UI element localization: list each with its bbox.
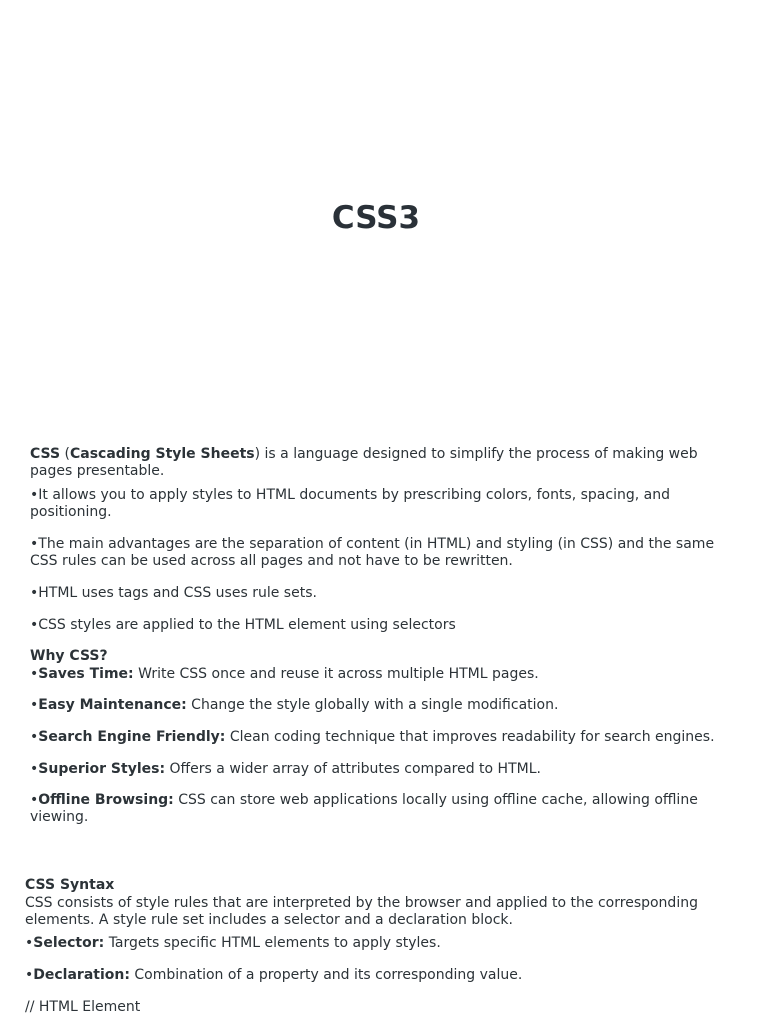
code-comment: // HTML Element bbox=[25, 999, 141, 1015]
syntax-description: CSS consists of style rules that are interpreted by the browser and applied to the corresponding elements. A style rule set includes a selector and a declaration block. bbox=[25, 895, 698, 928]
why-heading bbox=[30, 648, 740, 665]
why-item-text: Change the style globally with a single modification. bbox=[186, 697, 559, 713]
why-item-text: Write CSS once and reuse it across multiple HTML pages. bbox=[133, 666, 539, 682]
bullet-marker: • bbox=[30, 585, 39, 601]
intro-paragraph bbox=[30, 446, 740, 480]
bullet-item bbox=[30, 536, 740, 570]
why-item-label: Search Engine Friendly: bbox=[38, 729, 226, 745]
why-item bbox=[30, 761, 740, 778]
syntax-item bbox=[25, 967, 735, 984]
syntax-item-label: Selector: bbox=[33, 935, 105, 951]
bullet-text: The main advantages are the separation of content (in HTML) and styling (in CSS) and the same CSS rules can be used across all pages and not have to be rewritten. bbox=[30, 536, 715, 569]
why-item-label: Saves Time: bbox=[38, 666, 134, 682]
bullet-marker: • bbox=[30, 536, 39, 552]
intro-open-paren: ( bbox=[60, 446, 70, 462]
why-item bbox=[30, 697, 740, 714]
bullet-marker: • bbox=[30, 761, 39, 777]
bullet-marker: • bbox=[25, 935, 34, 951]
syntax-item-text: Targets specific HTML elements to apply styles. bbox=[104, 935, 441, 951]
intro-term: CSS bbox=[30, 446, 61, 462]
bullet-text: HTML uses tags and CSS uses rule sets. bbox=[38, 585, 317, 601]
why-item bbox=[30, 666, 740, 683]
bullet-marker: • bbox=[30, 792, 39, 808]
bullet-marker: • bbox=[25, 967, 34, 983]
bullet-marker: • bbox=[30, 697, 39, 713]
why-item-label: Easy Maintenance: bbox=[38, 697, 187, 713]
bullet-item bbox=[30, 585, 740, 602]
syntax-heading-text: CSS Syntax bbox=[25, 877, 115, 893]
bullet-marker: • bbox=[30, 666, 39, 682]
intro-rest: ) is a language designed to simplify the process of making web pages presentable. bbox=[30, 446, 698, 479]
bullet-text: It allows you to apply styles to HTML documents by prescribing colors, fonts, spacing, and positioning. bbox=[30, 487, 670, 520]
bullet-marker: • bbox=[30, 729, 39, 745]
syntax-heading bbox=[25, 877, 735, 894]
bullet-marker: • bbox=[30, 617, 39, 633]
why-heading-text: Why CSS? bbox=[30, 648, 108, 664]
bullet-item bbox=[30, 617, 740, 634]
bullet-text: CSS styles are applied to the HTML element using selectors bbox=[38, 617, 456, 633]
why-item-text: CSS can store web applications locally using offline cache, allowing offline viewing. bbox=[30, 792, 698, 825]
why-item-text: Clean coding technique that improves readability for search engines. bbox=[225, 729, 715, 745]
bullet-item bbox=[30, 487, 740, 521]
why-item bbox=[30, 792, 740, 826]
why-item bbox=[30, 729, 740, 746]
bullet-marker: • bbox=[30, 487, 39, 503]
intro-expansion: Cascading Style Sheets bbox=[70, 446, 255, 462]
syntax-item-label: Declaration: bbox=[33, 967, 130, 983]
syntax-item-text: Combination of a property and its corresponding value. bbox=[129, 967, 523, 983]
why-item-label: Offline Browsing: bbox=[38, 792, 174, 808]
why-item-label: Superior Styles: bbox=[38, 761, 166, 777]
why-item-text: Offers a wider array of attributes compared to HTML. bbox=[165, 761, 541, 777]
syntax-item bbox=[25, 935, 735, 952]
page-title: CSS3 bbox=[331, 200, 421, 236]
